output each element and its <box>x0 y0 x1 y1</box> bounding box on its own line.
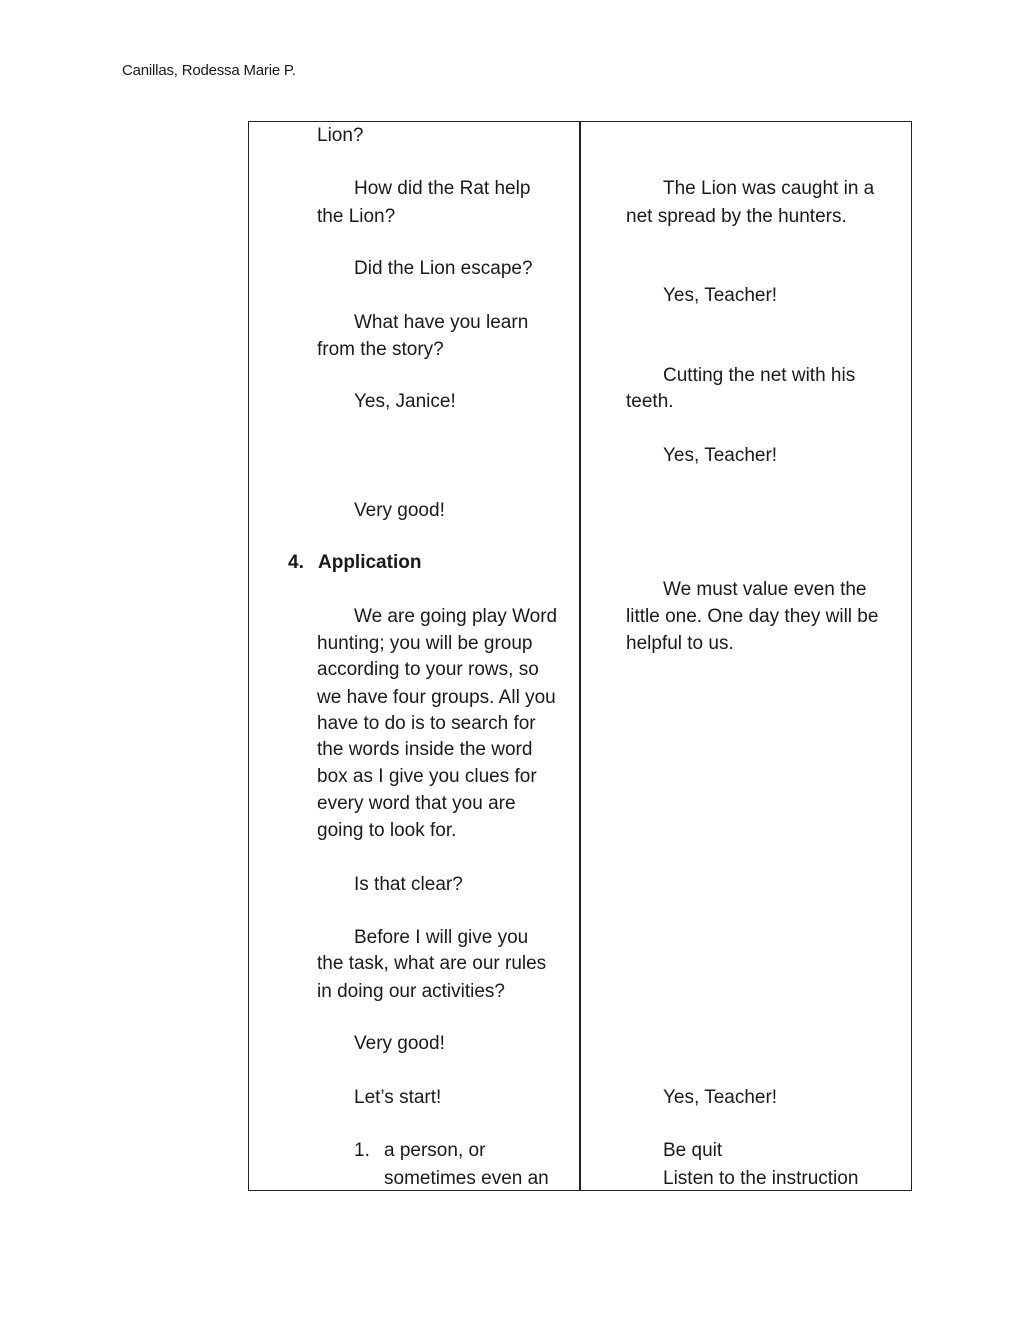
section-heading: Application <box>318 552 422 573</box>
instruction-line: going to look for. <box>317 820 457 841</box>
question-learn-cont: from the story? <box>317 339 444 360</box>
instruction-line: the words inside the word <box>317 739 533 760</box>
instruction-line: have to do is to search for <box>317 713 536 734</box>
answer-line: helpful to us. <box>626 633 734 654</box>
question-rat-help-cont: the Lion? <box>317 206 396 227</box>
rules-question-line: in doing our activities? <box>317 981 505 1002</box>
check-question: Is that clear? <box>354 874 463 895</box>
answer-line: teeth. <box>626 391 674 412</box>
answer-line: Yes, Teacher! <box>663 1087 778 1108</box>
rules-question-line: Before I will give you <box>354 927 529 948</box>
rule-line: Be quit <box>663 1140 723 1161</box>
instruction-line: We are going play Word <box>354 606 558 627</box>
instruction-line: box as I give you clues for <box>317 766 537 787</box>
question-fragment: Lion? <box>317 125 364 146</box>
praise-text: Very good! <box>354 500 445 521</box>
answer-line: We must value even the <box>663 579 867 600</box>
rules-question-line: the task, what are our rules <box>317 953 547 974</box>
answer-line: little one. One day they will be <box>626 606 879 627</box>
clue-line: sometimes even an <box>384 1168 549 1189</box>
answer-line: net spread by the hunters. <box>626 206 847 227</box>
call-on-student: Yes, Janice! <box>354 391 456 412</box>
answer-line: Yes, Teacher! <box>663 445 778 466</box>
question-rat-help: How did the Rat help <box>354 178 531 199</box>
instruction-line: every word that you are <box>317 793 516 814</box>
answer-line: Cutting the net with his <box>663 365 856 386</box>
clue-number: 1. <box>354 1140 370 1161</box>
instruction-line: we have four groups. All you <box>317 687 556 708</box>
clue-line: a person, or <box>384 1140 486 1161</box>
answer-line: The Lion was caught in a <box>663 178 875 199</box>
column-divider <box>579 121 581 1191</box>
start-text: Let’s start! <box>354 1087 442 1108</box>
answer-line: Yes, Teacher! <box>663 285 778 306</box>
instruction-line: according to your rows, so <box>317 659 539 680</box>
question-escape: Did the Lion escape? <box>354 258 533 279</box>
question-learn: What have you learn <box>354 312 529 333</box>
praise-text: Very good! <box>354 1033 445 1054</box>
section-number: 4. <box>288 552 304 573</box>
instruction-line: hunting; you will be group <box>317 633 533 654</box>
rule-line: Listen to the instruction <box>663 1168 859 1189</box>
author-name: Canillas, Rodessa Marie P. <box>122 62 296 79</box>
